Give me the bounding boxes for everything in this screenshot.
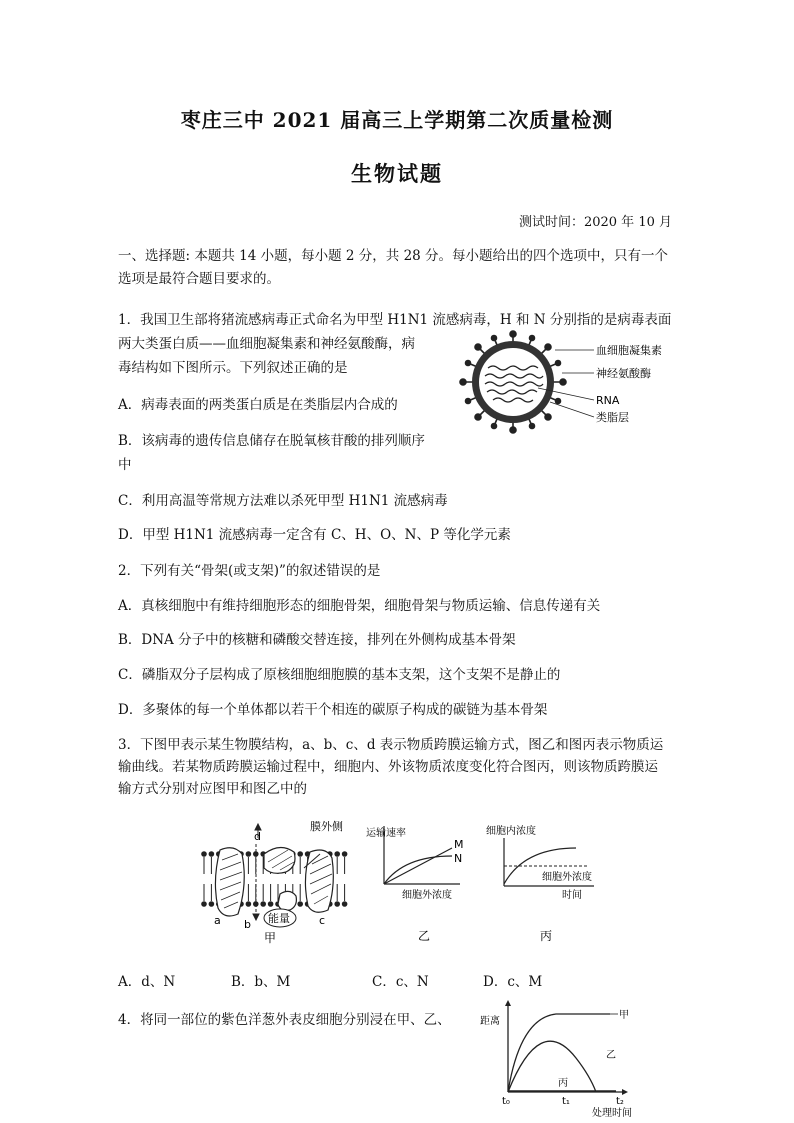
caption-jia: 甲 <box>264 931 277 945</box>
yi-curve-n <box>384 856 452 884</box>
q1-stem-line3: 毒结构如下图所示。下列叙述正确的是 <box>118 360 348 376</box>
q2-stem: 2．下列有关“骨架(或支架)”的叙述错误的是 <box>118 563 381 579</box>
q4-curve-yi <box>508 1041 596 1092</box>
label-neuraminidase: 神经氨酸酶 <box>596 367 651 380</box>
bing-xlabel: 时间 <box>562 890 582 901</box>
q4-tick-t2: t₂ <box>616 1096 624 1107</box>
exam-title: 枣庄三中 2021 届高三上学期第二次质量检测 <box>180 108 614 132</box>
yi-ylabel <box>366 826 406 839</box>
q4-label-jia: 甲 <box>619 1010 629 1021</box>
q3-option-d: D．c、M <box>483 974 543 990</box>
bing-ylabel: 细胞内浓度 <box>486 826 536 837</box>
yi-xlabel: 细胞外浓度 <box>402 890 452 901</box>
q3-option-a: A．d、N <box>118 974 176 990</box>
lipid-head <box>334 901 340 907</box>
q4-y-arrow <box>505 1000 511 1006</box>
lipid-head <box>297 901 303 907</box>
distance-time-figure <box>476 1000 646 1120</box>
q1-option-b: B．该病毒的遗传信息储存在脱氧核苷酸的排列顺序 <box>118 433 425 449</box>
membrane-figure-jia <box>198 818 358 946</box>
lipid-head <box>201 851 207 857</box>
q4-xlabel: 处理时间 <box>592 1108 632 1119</box>
energy-protein <box>278 891 296 910</box>
q4-label-yi: 乙 <box>606 1050 616 1061</box>
virus-structure-figure <box>458 330 688 440</box>
q1-option-b-cont: 中 <box>118 457 132 473</box>
lipid-head <box>334 851 340 857</box>
q2-option-d: D．多聚体的每一个单体都以若干个相连的碳原子构成的碳链为基本骨架 <box>118 702 548 718</box>
q1-stem-line1: 1．我国卫生部将猪流感病毒正式命名为甲型 H1N1 流感病毒，H 和 N 分别指的是病毒表面 <box>118 312 672 328</box>
q2-option-c: C．磷脂双分子层构成了原核细胞细胞膜的基本支架，这个支架不是静止的 <box>118 667 561 683</box>
q1-stem-line2: 两大类蛋白质——血细胞凝集素和神经氨酸酶，病 <box>118 336 415 352</box>
letter-b: b <box>244 918 251 931</box>
letter-d: d <box>254 830 261 843</box>
membrane-outside-label: 膜外侧 <box>310 820 343 833</box>
yi-label-m: M <box>454 838 464 851</box>
lipid-head <box>246 851 252 857</box>
lipid-head <box>342 901 348 907</box>
section-instruction: 一、选择题: 本题共 14 小题，每小题 2 分，共 28 分。每小题给出的四个选项中，只有一个选项是最符合题目要求的。 <box>118 248 669 287</box>
label-hemagglutinin: 血细胞凝集素 <box>596 344 662 357</box>
q4-stem: 4．将同一部位的紫色洋葱外表皮细胞分别浸在甲、乙、 <box>118 1012 451 1028</box>
subject-title: 生物试题 <box>351 161 443 186</box>
protein-top-mid <box>264 847 295 873</box>
yi-label-n: N <box>454 852 463 865</box>
transport-rate-figure-yi <box>364 824 476 944</box>
letter-c: c <box>319 914 326 927</box>
lipid-head <box>268 901 274 907</box>
label-lipid-layer: 类脂层 <box>596 411 629 424</box>
q4-label-bing: 丙 <box>558 1078 568 1089</box>
lipid-head <box>297 851 303 857</box>
q3-stem-line3: 输方式分别对应图甲和图乙中的 <box>118 781 307 797</box>
energy-label: 能量 <box>268 912 290 925</box>
q2-option-a: A．真核细胞中有维持细胞形态的细胞骨架，细胞骨架与物质运输、信息传递有关 <box>118 598 601 614</box>
label-rna: RNA <box>596 394 620 407</box>
q4-ylabel-text: 距离 <box>480 1016 500 1027</box>
yi-curve-m <box>384 848 452 884</box>
q4-tick-t0: t₀ <box>502 1096 510 1107</box>
lipid-head <box>342 851 348 857</box>
lipid-head <box>209 851 215 857</box>
q3-stem-line1: 3．下图甲表示某生物膜结构，a、b、c、d 表示物质跨膜运输方式，图乙和图丙表示物质运 <box>118 737 664 753</box>
lipid-head <box>209 901 215 907</box>
q2-option-b: B．DNA 分子中的核糖和磷酸交替连接，排列在外侧构成基本骨架 <box>118 632 516 648</box>
q4-ylabel <box>480 1014 500 1027</box>
bing-dashed-label: 细胞外浓度 <box>542 872 592 883</box>
letter-a: a <box>214 914 221 927</box>
q3-stem-line2: 输曲线。若某物质跨膜运输过程中，细胞内、外该物质浓度变化符合图丙，则该物质跨膜运 <box>118 759 658 775</box>
test-time: 测试时间：2020 年 10 月 <box>518 215 672 230</box>
caption-bing: 丙 <box>540 929 553 943</box>
caption-yi: 乙 <box>418 929 431 943</box>
lipid-head <box>246 901 252 907</box>
q1-option-a: A．病毒表面的两类蛋白质是在类脂层内合成的 <box>118 397 398 413</box>
lipid-head <box>260 901 266 907</box>
q4-x-arrow <box>622 1089 628 1095</box>
q3-option-b: B．b、M <box>231 974 291 990</box>
concentration-figure-bing <box>484 824 604 944</box>
q1-option-c: C．利用高温等常规方法难以杀死甲型 H1N1 流感病毒 <box>118 493 448 509</box>
lipid-head <box>201 901 207 907</box>
q3-option-c: C．c、N <box>372 974 429 990</box>
q1-option-d: D．甲型 H1N1 流感病毒一定含有 C、H、O、N、P 等化学元素 <box>118 527 511 543</box>
yi-ylabel-text: 运输速率 <box>366 828 406 839</box>
q4-tick-t1: t₁ <box>562 1096 570 1107</box>
carrier-protein-c <box>305 850 333 912</box>
